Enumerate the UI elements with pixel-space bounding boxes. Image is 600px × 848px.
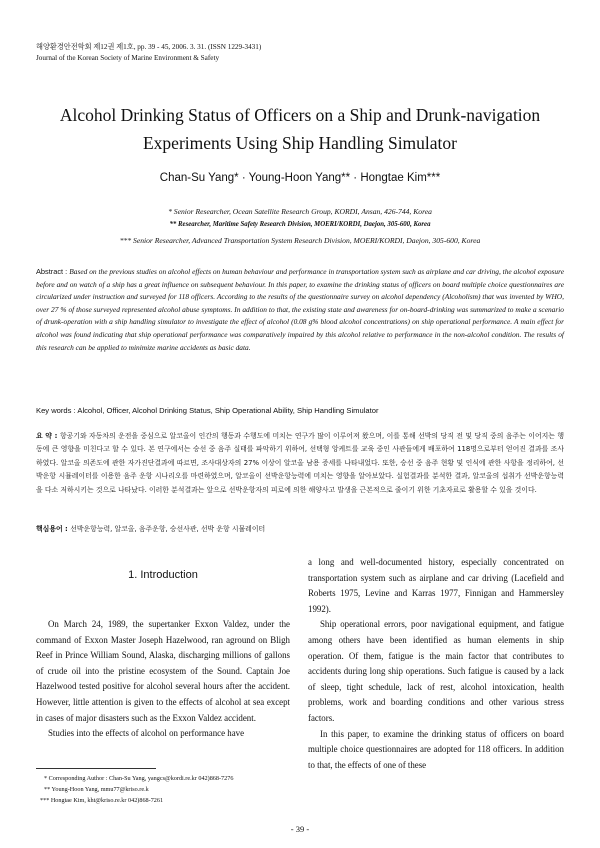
paper-title-line2: Experiments Using Ship Handling Simulator [142, 133, 457, 153]
footnote-second-author: ** Young-Hoon Yang, mmu77@kriso.re.k [44, 786, 149, 793]
paragraph: On March 24, 1989, the supertanker Exxon Valdez, under the command of Exxon Master Joseph Hazelwood, ran aground on Bligh Reef in Prince William Sound, Alaska, discharging millions of gallons of crude oil into the pristine ecosystem of the Sound. Captain Joe Hazelwood tested positive for alcohol several hours after the accident. However, little attention is given to the effects of alcohol at sea except in cases of major disasters such as the Exxon Valdez accident. [36, 619, 290, 723]
korean-keywords-label: 핵심용어 : [36, 525, 71, 533]
korean-keywords-text: 선박운항능력, 알코올, 음주운항, 승선사관, 선박 운항 시뮬레이터 [70, 525, 266, 533]
keywords-text: Alcohol, Officer, Alcohol Drinking Status, Ship Operational Ability, Ship Handling Simulator [77, 406, 379, 415]
footnote-rule [36, 768, 156, 769]
author-list: Chan-Su Yang* · Young-Hoon Yang** · Hongtae Kim*** [159, 172, 441, 184]
korean-abstract-label: 요 약 : [36, 432, 60, 440]
abstract-label: Abstract : [36, 267, 70, 276]
paragraph: Studies into the effects of alcohol on performance have [48, 728, 245, 739]
keywords-label: Key words : [36, 406, 78, 415]
affiliation-2: ** Researcher, Maritime Safety Research Division, MOERI/KORDI, Daejon, 305-600, Korea [169, 221, 431, 228]
right-column [308, 555, 564, 773]
section-heading-introduction: 1. Introduction [128, 569, 198, 581]
abstract [36, 266, 564, 354]
journal-citation: 해양환경안전학회 제12권 제1호, pp. 39 - 45, 2006. 3. 31. (ISSN 1229-3431) [36, 43, 262, 51]
keywords [36, 406, 564, 415]
abstract-text: Based on the previous studies on alcohol effects on human behaviour and performance in transportation system such as airplane and car driving, the alcohol exposure before and on watch of a ship has a great influence on subsequent behaviour. In this paper, to examine the drinking status of officers on board multiple choice questionnaires are circularized under instruction and surveyed for 118 officers. According to the results of the questionnaire survey on alcohol dependency (Alcoholism) that was invented by WHO, over 27 % of those surveyed represented alcohol abuse symptoms. In addition to that, the existing state and awareness for on-board-drinking was summarized to make a scenario of drunk-operation with a ship handling simulator to investigate the effect of alcohol (0.08 g% blood alcohol concentrations) on ship operational performance. A main effect for alcohol was found indicating that ship operational performance was comparatively impaired by this alcohol relative to performance in the non-alcohol condition. The results of this research can be applied to minimize marine accidents as basic data. [36, 267, 564, 352]
korean-keywords [36, 523, 564, 533]
journal-name: Journal of the Korean Society of Marine Environment & Safety [36, 54, 220, 62]
left-column [36, 617, 290, 742]
page-number: - 39 - [290, 824, 310, 834]
footnote-third-author: *** Hongtae Kim, kht@kriso.re.kr 042)868-7261 [40, 797, 164, 804]
korean-abstract-text: 항공기와 자동차의 운전을 중심으로 알코올이 인간의 행동과 수행도에 미치는 연구가 많이 이루어져 왔으며, 이를 통해 선박의 당직 전 및 당직 중의 음주는 이어지는 행동에 큰 영향을 미친다고 할 수 있다. 본 연구에서는 승선 중 음주 실태를 파악하기 위하여, 선택형 앙케트를 교육 중인 사관들에게 배포하여 118명으로부터 얻어진 결과를 조사하였다. 알코올 의존도에 관한 자가진단결과에 따르면, 조사대상자의 27% 이상이 알코올 남용 증세를 나타내었다. 또한, 승선 중 음주 현황 및 인식에 관한 사항을 정리하여, 선박운항 시뮬레이터를 이용한 음주 운항 시나리오를 마련하였으며, 알코올이 선박운항능력에 미치는 영향을 알아보았다. 실험결과를 분석한 결과, 알코올의 섭취가 선박운항능력을 다소 저하시키는 것으로 나타났다. 이러한 분석결과는 앞으로 선박운항자의 피로에 의한 해양사고 발생을 근본적으로 줄이기 위한 기초자료로 활용할 수 있을 것이다. [36, 432, 564, 494]
paragraph: In this paper, to examine the drinking status of officers on board multiple choice questionnaires are adopted for 118 officers. In addition to that, the effects of one of these [308, 728, 564, 770]
affiliation-1: * Senior Researcher, Ocean Satellite Research Group, KORDI, Ansan, 426-744, Korea [168, 207, 432, 216]
korean-abstract [36, 430, 564, 497]
paragraph: Ship operational errors, poor navigational equipment, and fatigue among others have been identified as human elements in ship operation. Of them, fatigue is the main factor that contributes to accidents during long ship operations. Such fatigue is caused by a lack of sleep, tight schedule, lack of rest, alcohol intoxication, health problems, work and boarding conditions and other various stress factors. [308, 619, 564, 723]
paragraph: a long and well-documented history, especially concentrated on transportation system such as airplane and car driving (Lacefield and Roberts 1975, Levine and Karras 1977, Finnigan and Hammersley 1992). [308, 557, 564, 614]
affiliation-3: *** Senior Researcher, Advanced Transportation System Research Division, MOERI/KORDI, Daejon, 305-600, Korea [119, 236, 481, 245]
footnote-corresponding-author: * Corresponding Author : Chan-Su Yang, yangcs@kordi.re.kr 042)868-7276 [44, 775, 234, 782]
paper-title-line1: Alcohol Drinking Status of Officers on a Ship and Drunk-navigation [59, 105, 541, 125]
